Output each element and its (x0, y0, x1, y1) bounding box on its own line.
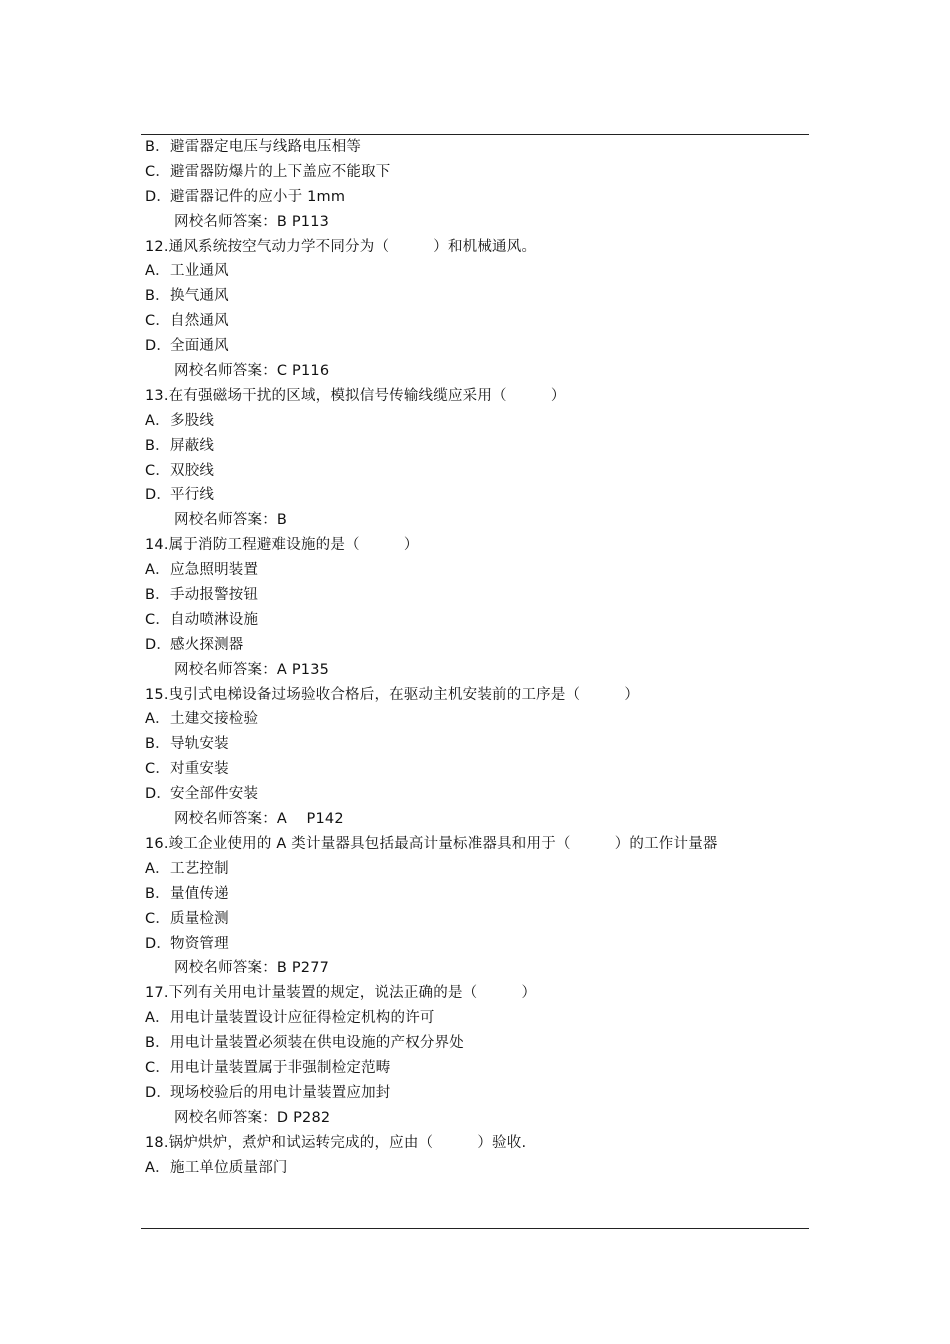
option-line (145, 185, 809, 210)
option-letter: D． (145, 935, 172, 952)
option-text: 用电计量装置设计应征得检定机构的许可 (170, 1010, 435, 1027)
option-line (145, 707, 809, 732)
option-letter: C． (145, 163, 171, 180)
option-line (145, 1056, 809, 1081)
question-list (145, 135, 809, 1180)
option-text: 物资管理 (170, 935, 229, 952)
answer-line: 网校名师答案：A P142 (174, 811, 344, 828)
option-letter: C． (145, 462, 171, 479)
option-line (145, 882, 809, 907)
option-text: 用电计量装置必须装在供电设施的产权分界处 (170, 1035, 464, 1052)
option-line (145, 757, 809, 782)
option-text: 对重安装 (170, 761, 229, 778)
question-stem: 15.曳引式电梯设备过场验收合格后，在驱动主机安装前的工序是（ ） (145, 686, 640, 703)
option-line (145, 434, 809, 459)
option-text: 施工单位质量部门 (170, 1159, 288, 1176)
answer-line: 网校名师答案：B P277 (174, 960, 330, 977)
option-text: 工业通风 (170, 263, 229, 280)
option-letter: B． (145, 587, 170, 604)
option-line (145, 1156, 809, 1181)
option-letter: C． (145, 761, 171, 778)
option-line (145, 334, 809, 359)
option-letter: C． (145, 1059, 171, 1076)
option-line (145, 160, 809, 185)
option-letter: A． (145, 711, 170, 728)
option-letter: B． (145, 437, 170, 454)
option-text: 量值传递 (170, 885, 229, 902)
question-stem: 16.竣工企业使用的 A 类计量器具包括最高计量标准器具和用于（ ）的工作计量器 (145, 835, 718, 852)
option-line (145, 483, 809, 508)
option-text: 避雷器防爆片的上下盖应不能取下 (170, 163, 391, 180)
option-letter: D． (145, 1084, 172, 1101)
option-letter: A． (145, 263, 170, 280)
option-letter: B． (145, 1035, 170, 1052)
option-letter: C． (145, 611, 171, 628)
option-letter: D． (145, 338, 172, 355)
option-text: 感火探测器 (170, 636, 244, 653)
option-text: 避雷器记件的应小于 1mm (170, 188, 346, 205)
option-letter: B． (145, 885, 170, 902)
question-stem: 14.属于消防工程避难设施的是（ ） (145, 537, 419, 554)
answer-line: 网校名师答案：A P135 (174, 661, 330, 678)
option-text: 自然通风 (170, 313, 229, 330)
option-letter: B． (145, 139, 170, 155)
question-stem: 17.下列有关用电计量装置的规定，说法正确的是（ ） (145, 985, 537, 1002)
option-text: 双胶线 (170, 462, 215, 479)
option-text: 换气通风 (170, 288, 229, 305)
option-line (145, 284, 809, 309)
option-text: 安全部件安装 (170, 786, 259, 803)
option-letter: A． (145, 860, 170, 877)
question-stem: 13.在有强磁场干扰的区域，模拟信号传输线缆应采用（ ） (145, 387, 566, 404)
answer-line: 网校名师答案：B P113 (174, 213, 330, 230)
answer-line: 网校名师答案：D P282 (174, 1109, 331, 1126)
option-line (145, 907, 809, 932)
option-line (145, 633, 809, 658)
option-letter: D． (145, 636, 172, 653)
option-line (145, 459, 809, 484)
option-text: 全面通风 (170, 338, 229, 355)
option-text: 避雷器定电压与线路电压相等 (170, 139, 362, 155)
option-letter: B． (145, 288, 170, 305)
option-text: 应急照明装置 (170, 562, 259, 579)
option-line (145, 1031, 809, 1056)
question-stem: 12.通风系统按空气动力学不同分为（ ）和机械通风。 (145, 238, 537, 255)
option-letter: B． (145, 736, 170, 753)
option-letter: A． (145, 1159, 170, 1176)
option-letter: D． (145, 786, 172, 803)
option-line (145, 1006, 809, 1031)
option-text: 手动报警按钮 (170, 587, 259, 604)
answer-line: 网校名师答案：B (174, 512, 288, 529)
option-text: 屏蔽线 (170, 437, 215, 454)
option-text: 质量检测 (170, 910, 229, 927)
option-text: 用电计量装置属于非强制检定范畴 (170, 1059, 391, 1076)
footer-rule (141, 1228, 809, 1229)
option-line (145, 309, 809, 334)
option-text: 土建交接检验 (170, 711, 259, 728)
option-letter: C． (145, 313, 171, 330)
answer-line: 网校名师答案：C P116 (174, 363, 330, 380)
option-letter: D． (145, 487, 172, 504)
option-line (145, 583, 809, 608)
option-line (145, 1081, 809, 1106)
option-text: 平行线 (170, 487, 215, 504)
option-text: 自动喷淋设施 (170, 611, 259, 628)
option-line (145, 782, 809, 807)
option-line (145, 135, 809, 160)
option-line (145, 259, 809, 284)
option-line (145, 932, 809, 957)
option-letter: A． (145, 1010, 170, 1027)
option-letter: D． (145, 188, 172, 205)
option-line (145, 857, 809, 882)
option-line (145, 732, 809, 757)
option-text: 现场校验后的用电计量装置应加封 (170, 1084, 391, 1101)
option-letter: C． (145, 910, 171, 927)
option-line (145, 409, 809, 434)
option-letter: A． (145, 562, 170, 579)
option-text: 工艺控制 (170, 860, 229, 877)
option-letter: A． (145, 412, 170, 429)
option-line (145, 608, 809, 633)
option-text: 多股线 (170, 412, 215, 429)
option-text: 导轨安装 (170, 736, 229, 753)
option-line (145, 558, 809, 583)
question-stem: 18.锅炉烘炉，煮炉和试运转完成的，应由（ ）验收. (145, 1134, 527, 1151)
